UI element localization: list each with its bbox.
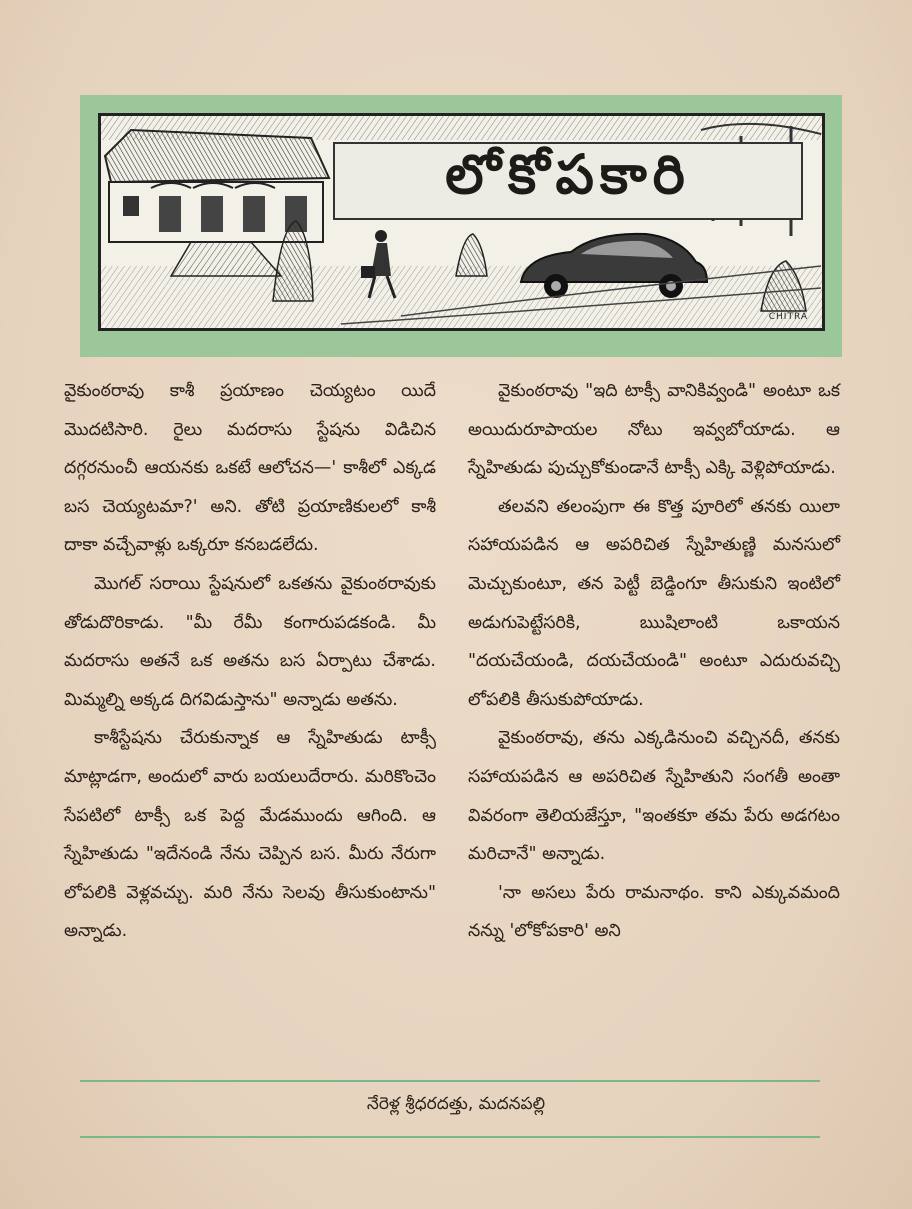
divider-bottom <box>80 1136 820 1138</box>
author-byline: నేరెళ్ల శ్రీధరదత్తు, మదనపల్లి <box>366 1094 546 1114</box>
paragraph: వైకుంఠరావు, తను ఎక్కడినుంచి వచ్చినదీ, తనకు సహాయపడిన ఆ అపరిచిత స్నేహితుని సంగతీ అంతా వివరంగా తెలియజేస్తూ, "ఇంతకూ తమ పేరు అడగటం మరిచానే" అన్నాడు. <box>468 728 840 865</box>
right-column <box>468 372 840 951</box>
story-title: లోకోపకారి <box>445 142 691 206</box>
story-banner <box>80 95 842 357</box>
left-column <box>64 372 436 951</box>
paragraph: వైకుంఠరావు కాశీ ప్రయాణం చెయ్యటం యిదే మొదటిసారి. రైలు మదరాసు స్టేషను విడిచిన దగ్గరనుంచీ ఆయనకు ఒకటే ఆలోచన—' కాశీలో ఎక్కడ బస చెయ్యటమా?' అని. తోటి ప్రయాణికులలో కాశీ దాకా వచ్చేవాళ్లు ఒక్కరూ కనబడలేదు. <box>64 381 436 556</box>
paragraph: 'నా అసలు పేరు రామనాథం. కాని ఎక్కువమంది నన్ను 'లోకోపకారి' అని <box>468 882 840 942</box>
paragraph: వైకుంఠరావు "ఇది టాక్సీ వానికివ్వండి" అంటూ ఒక అయిదురూపాయల నోటు ఇవ్వబోయాడు. ఆ స్నేహితుడు పుచ్చుకోకుండానే టాక్సీ ఎక్కి వెళ్లిపోయాడు. <box>468 381 840 479</box>
paragraph: తలవని తలంపుగా ఈ కొత్త పూరిలో తనకు యిలా సహాయపడిన ఆ అపరిచిత స్నేహితుణ్ణి మనసులో మెచ్చుకుంటూ, తన పెట్టీ బెడ్డింగూ తీసుకుని ఇంటిలో అడుగుపెట్టేసరికి, ఋషిలాంటి ఒకాయన "దయచేయండి, దయచేయండి" అంటూ ఎదురువచ్చి లోపలికి తీసుకుపోయాడు. <box>468 496 840 710</box>
divider-top <box>80 1080 820 1082</box>
artist-credit: CHITRA <box>768 312 808 322</box>
banner-illustration <box>98 113 825 331</box>
paragraph: మొగల్ సరాయి స్టేషనులో ఒకతను వైకుంఠరావుకు తోడుదొరికాడు. "మీ రేమీ కంగారుపడకండి. మీ మదరాసు అతనే ఒక అతను బస ఏర్పాటు చేశాడు. మిమ్మల్ని అక్కడ దిగవిడుస్తాను" అన్నాడు అతను. <box>64 573 436 710</box>
title-box <box>333 142 803 220</box>
paragraph: కాశీస్టేషను చేరుకున్నాక ఆ స్నేహితుడు టాక్సీ మాట్లాడగా, అందులో వారు బయలుదేరారు. మరికొంచెం సేపటిలో టాక్సీ ఒక పెద్ద మేడముందు ఆగింది. ఆ స్నేహితుడు "ఇదేనండి నేను చెప్పిన బస. మీరు నేరుగా లోపలికి వెళ్లవచ్చు. మరి నేను సెలవు తీసుకుంటాను" అన్నాడు. <box>64 728 436 942</box>
